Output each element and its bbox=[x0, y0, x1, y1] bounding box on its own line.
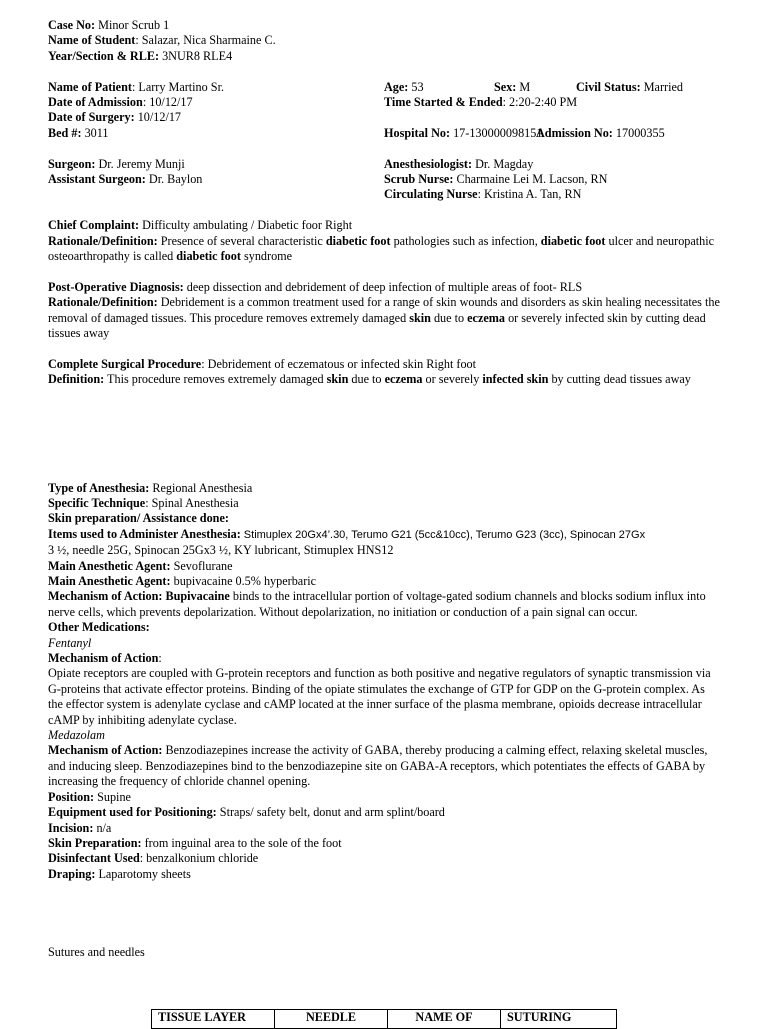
medazolam-name: Medazolam bbox=[48, 728, 105, 743]
chief-complaint-rationale: Rationale/Definition: Presence of several characteristic diabetic foot pathologies such as infection, diabetic foot ulcer and neuropathic osteoarthropathy is called diabetic foot syndrome bbox=[48, 233, 715, 263]
patient-row-1: Name of Patient: Larry Martino Sr. Age: 53 Sex: M Civil Status: Married bbox=[48, 79, 683, 94]
medazolam-moa: Mechanism of Action: Benzodiazepines increase the activity of GABA, thereby producing a calming effect, relaxing skeletal muscles, and inducing sleep. Benzodiazepines bind to the benzodiazepine site on GABA-A receptors, which potentiates the effects of GABA by increasing the frequency of chloride channel opening. bbox=[48, 743, 708, 789]
anesthesia-items-cont: 3 ½, needle 25G, Spinocan 25Gx3 ½, KY lubricant, Stimuplex HNS12 bbox=[48, 543, 394, 558]
disinfectant: Disinfectant Used: benzalkonium chloride bbox=[48, 851, 259, 866]
draping: Draping: Laparotomy sheets bbox=[48, 866, 191, 881]
team-row-1: Surgeon: Dr. Jeremy Munji Anesthesiologist: Dr. Magday bbox=[48, 156, 534, 171]
skin-prep-assistance: Skin preparation/ Assistance done: bbox=[48, 511, 229, 526]
sutures-heading: Sutures and needles bbox=[48, 945, 145, 960]
incision: Incision: n/a bbox=[48, 820, 112, 835]
position: Position: Supine bbox=[48, 789, 131, 804]
section-line: Year/Section & RLE: 3NUR8 RLE4 bbox=[48, 48, 233, 63]
student-line: Name of Student: Salazar, Nica Sharmaine C. bbox=[48, 33, 276, 48]
sutures-table bbox=[151, 1009, 617, 1029]
document-page bbox=[48, 18, 720, 961]
anesthesia-technique: Specific Technique: Spinal Anesthesia bbox=[48, 495, 239, 510]
surgical-procedure: Complete Surgical Procedure: Debridement of eczematous or infected skin Right foot bbox=[48, 356, 477, 371]
procedure-definition: Definition: This procedure removes extremely damaged skin due to eczema or severely infected skin by cutting dead tissues away bbox=[48, 372, 691, 387]
skin-preparation: Skin Preparation: from inguinal area to the sole of the foot bbox=[48, 835, 342, 850]
patient-row-2: Date of Admission: 10/12/17 Time Started & Ended: 2:20-2:40 PM bbox=[48, 95, 578, 109]
fentanyl-moa-label: Mechanism of Action: bbox=[48, 651, 162, 666]
fentanyl-moa: Opiate receptors are coupled with G-protein receptors and function as both positive and negative regulators of synaptic transmission via G-proteins that activate effector proteins. Binding of the opiate stimulates the exchange of GTP for GDP on the G-protein complex. As the effector system is adenylate cyclase and cAMP located at the inner surface of the plasma membrane, opioids decrease intracellular cAMP by inhibiting adenylate cyclase. bbox=[48, 666, 711, 727]
anesthesia-items: Items used to Administer Anesthesia: Stimuplex 20Gx4’.30, Terumo G21 (5cc&10cc), Terumo G23 (3cc), Spinocan 27Gx bbox=[48, 526, 646, 541]
col-tissue-layer: TISSUE LAYER bbox=[152, 1010, 275, 1029]
sutures-header-row bbox=[152, 1010, 617, 1029]
col-needle: NEEDLE bbox=[275, 1010, 388, 1029]
case-no-line: Case No: Minor Scrub 1 bbox=[48, 18, 170, 32]
patient-row-4: Bed #: 3011 Hospital No: 17-130000098151 Admission No: 17000355 bbox=[48, 125, 665, 140]
bupivacaine-moa: Mechanism of Action: Bupivacaine binds to the intracellular portion of voltage-gated sodium channels and blocks sodium influx into nerve cells, which prevents depolarization. Without depolarization, no initiation or conduction of a pain signal can occur. bbox=[48, 589, 706, 619]
team-row-2: Assistant Surgeon: Dr. Baylon Scrub Nurse: Charmaine Lei M. Lacson, RN bbox=[48, 171, 608, 186]
anesthesia-type: Type of Anesthesia: Regional Anesthesia bbox=[48, 480, 253, 495]
patient-row-3: Date of Surgery: 10/12/17 bbox=[48, 110, 182, 125]
main-agent-2: Main Anesthetic Agent: bupivacaine 0.5% hyperbaric bbox=[48, 574, 317, 588]
fentanyl-name: Fentanyl bbox=[48, 635, 92, 650]
team-row-3: Circulating Nurse: Kristina A. Tan, RN bbox=[384, 187, 582, 202]
chief-complaint: Chief Complaint: Difficulty ambulating / Diabetic foor Right bbox=[48, 218, 353, 233]
post-op-rationale: Rationale/Definition: Debridement is a common treatment used for a range of skin wounds and disorders as skin healing necessitates the removal of damaged tissues. This procedure removes extremely damaged skin due to eczema or severely infected skin by cutting dead tissues away bbox=[48, 295, 720, 340]
col-name-of: NAME OF bbox=[388, 1010, 501, 1029]
positioning-equipment: Equipment used for Positioning: Straps/ safety belt, donut and arm splint/board bbox=[48, 805, 445, 820]
other-medications: Other Medications: bbox=[48, 620, 150, 635]
post-op-diagnosis: Post-Operative Diagnosis: deep dissection and debridement of deep infection of multiple areas of foot- RLS bbox=[48, 279, 583, 294]
col-suturing: SUTURING bbox=[501, 1010, 617, 1029]
main-agent-1: Main Anesthetic Agent: Sevoflurane bbox=[48, 558, 233, 573]
